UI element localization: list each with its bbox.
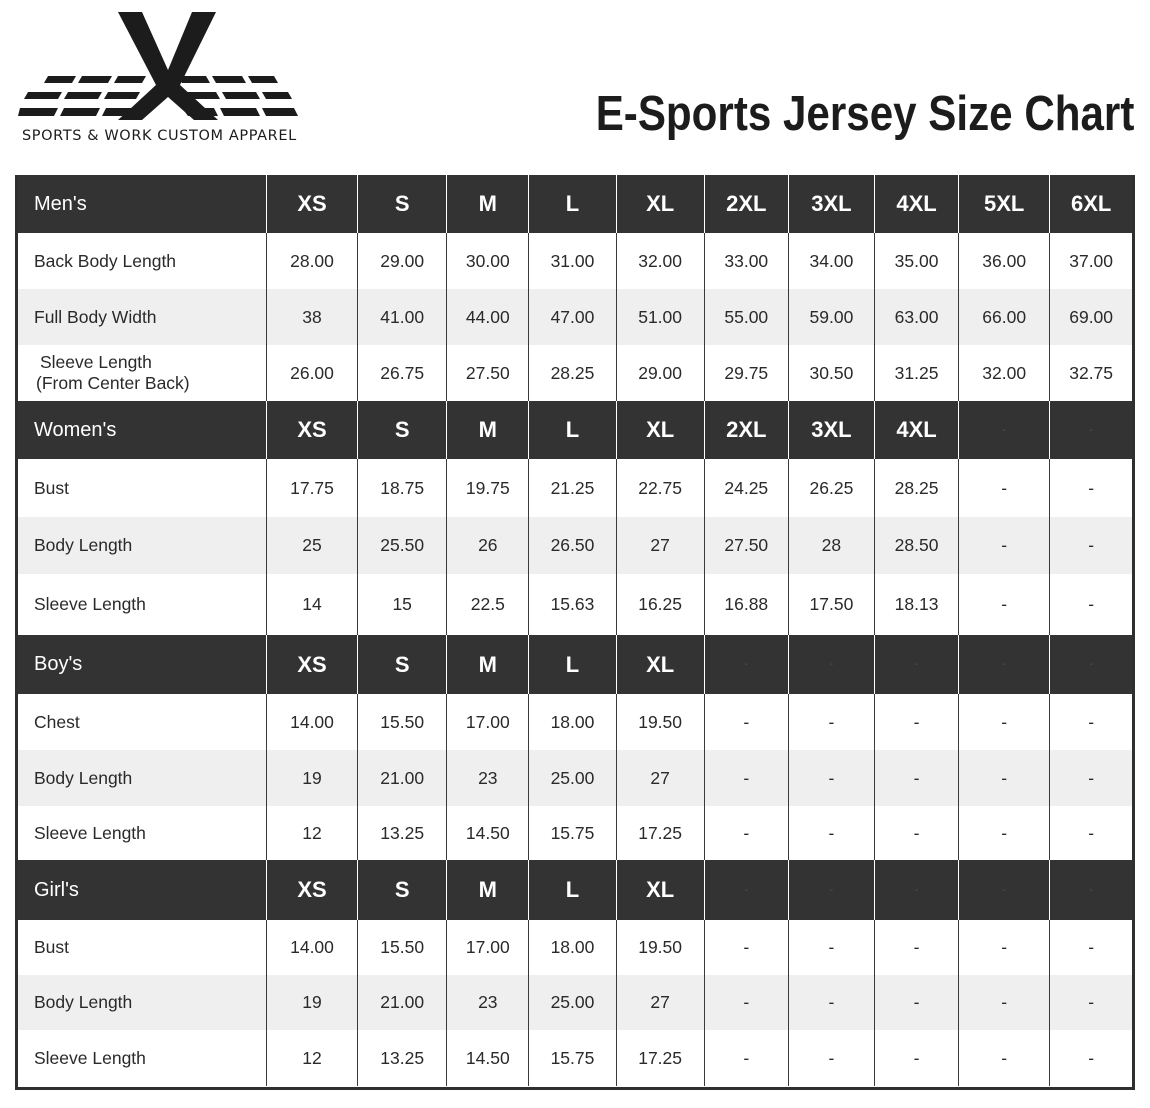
measurement-cell: 26.25 bbox=[788, 459, 874, 517]
measurement-cell: - bbox=[874, 975, 958, 1030]
measurement-cell: 19.50 bbox=[616, 694, 704, 750]
measurement-label-text: Sleeve Length bbox=[34, 822, 146, 843]
measurement-cell: 15.75 bbox=[529, 806, 616, 860]
measurement-cell: 25 bbox=[266, 517, 357, 574]
measurement-cell: 23 bbox=[447, 975, 529, 1030]
measurement-cell: 14.50 bbox=[447, 1030, 529, 1086]
measurement-cell: 19.75 bbox=[447, 459, 529, 517]
measurement-cell: 15.63 bbox=[529, 574, 616, 635]
measurement-cell: - bbox=[1050, 1030, 1132, 1086]
table-row bbox=[18, 574, 1132, 635]
measurement-label-text: Bust bbox=[34, 477, 70, 498]
measurement-cell: 38 bbox=[266, 289, 357, 345]
measurement-cell: 28 bbox=[788, 517, 874, 574]
measurement-cell: - bbox=[1050, 459, 1132, 517]
measurement-cell: - bbox=[874, 694, 958, 750]
logo-tagline: SPORTS & WORK CUSTOM APPAREL bbox=[22, 128, 297, 144]
measurement-cell: 25.50 bbox=[358, 517, 447, 574]
measurement-cell: 29.00 bbox=[616, 345, 704, 401]
size-header-cell: 3XL bbox=[788, 401, 874, 459]
measurement-cell: 18.13 bbox=[874, 574, 958, 635]
table-row bbox=[18, 694, 1132, 750]
measurement-cell: - bbox=[874, 750, 958, 806]
measurement-label bbox=[18, 574, 266, 635]
measurement-label bbox=[18, 459, 266, 517]
measurement-cell: 59.00 bbox=[788, 289, 874, 345]
measurement-label-text: Body Length bbox=[34, 535, 133, 555]
measurement-label-text: Full Body Width bbox=[34, 306, 157, 327]
section-header bbox=[18, 175, 1132, 233]
size-header-cell: - bbox=[1050, 401, 1132, 459]
size-header-cell: - bbox=[959, 401, 1050, 459]
measurement-cell: 63.00 bbox=[874, 289, 958, 345]
measurement-cell: 14.50 bbox=[447, 806, 529, 860]
brand-logo bbox=[18, 10, 298, 150]
measurement-cell: 25.00 bbox=[529, 750, 616, 806]
table-row bbox=[18, 345, 1132, 401]
table-row bbox=[18, 975, 1132, 1030]
measurement-cell: - bbox=[959, 574, 1050, 635]
measurement-cell: - bbox=[788, 975, 874, 1030]
measurement-cell: 35.00 bbox=[874, 233, 958, 289]
measurement-cell: 13.25 bbox=[358, 806, 447, 860]
size-header-cell: XL bbox=[616, 860, 704, 920]
measurement-cell: - bbox=[1050, 920, 1132, 975]
measurement-cell: 55.00 bbox=[704, 289, 788, 345]
section-label: Women's bbox=[34, 418, 117, 441]
measurement-cell: 32.00 bbox=[616, 233, 704, 289]
measurement-label-text: Body Length bbox=[34, 767, 133, 788]
measurement-label-text: Bust bbox=[34, 937, 70, 957]
measurement-cell: 32.75 bbox=[1050, 345, 1132, 401]
measurement-cell: 36.00 bbox=[959, 233, 1050, 289]
measurement-cell: 33.00 bbox=[704, 233, 788, 289]
measurement-cell: 21.00 bbox=[358, 750, 447, 806]
table-row bbox=[18, 233, 1132, 289]
measurement-cell: 15 bbox=[358, 574, 447, 635]
size-header-cell: XS bbox=[266, 401, 357, 459]
measurement-cell: 69.00 bbox=[1050, 289, 1132, 345]
measurement-cell: - bbox=[704, 920, 788, 975]
measurement-label-text: Body Length bbox=[34, 992, 133, 1012]
section-label: Girl's bbox=[34, 878, 79, 901]
measurement-cell: - bbox=[1050, 750, 1132, 806]
size-chart-body bbox=[18, 175, 1132, 1086]
size-header-cell: - bbox=[959, 635, 1050, 694]
measurement-cell: 15.75 bbox=[529, 1030, 616, 1086]
measurement-cell: 19.50 bbox=[616, 920, 704, 975]
table-row bbox=[18, 750, 1132, 806]
size-header-cell: XS bbox=[266, 175, 357, 233]
measurement-cell: - bbox=[704, 750, 788, 806]
measurement-cell: 25.00 bbox=[529, 975, 616, 1030]
measurement-label-text: Sleeve Length bbox=[34, 1047, 146, 1068]
size-header-cell: M bbox=[447, 401, 529, 459]
size-header-cell: M bbox=[447, 175, 529, 233]
size-header-cell: 3XL bbox=[788, 175, 874, 233]
measurement-cell: 31.25 bbox=[874, 345, 958, 401]
size-header-cell: - bbox=[788, 635, 874, 694]
measurement-cell: 28.25 bbox=[874, 459, 958, 517]
measurement-cell: - bbox=[874, 806, 958, 860]
measurement-cell: 28.25 bbox=[529, 345, 616, 401]
table-row bbox=[18, 806, 1132, 860]
measurement-cell: 18.75 bbox=[358, 459, 447, 517]
size-header-cell: - bbox=[704, 860, 788, 920]
measurement-cell: 22.5 bbox=[447, 574, 529, 635]
measurement-cell: 27 bbox=[616, 517, 704, 574]
measurement-label bbox=[18, 517, 266, 574]
size-header-cell: S bbox=[358, 635, 447, 694]
size-header-cell: - bbox=[1050, 635, 1132, 694]
measurement-cell: - bbox=[704, 975, 788, 1030]
measurement-cell: - bbox=[788, 806, 874, 860]
size-header-cell: 2XL bbox=[704, 175, 788, 233]
size-header-cell: XL bbox=[616, 175, 704, 233]
measurement-cell: 19 bbox=[266, 975, 357, 1030]
section-header bbox=[18, 860, 1132, 920]
measurement-cell: - bbox=[704, 694, 788, 750]
measurement-label bbox=[18, 920, 266, 975]
measurement-label bbox=[18, 806, 266, 860]
measurement-cell: - bbox=[1050, 517, 1132, 574]
measurement-cell: 32.00 bbox=[959, 345, 1050, 401]
measurement-cell: 26.75 bbox=[358, 345, 447, 401]
measurement-cell: 26.00 bbox=[266, 345, 357, 401]
table-row bbox=[18, 517, 1132, 574]
size-header-cell: 4XL bbox=[874, 401, 958, 459]
measurement-cell: - bbox=[874, 920, 958, 975]
measurement-cell: 26 bbox=[447, 517, 529, 574]
page-title: E-Sports Jersey Size Chart bbox=[595, 87, 1134, 141]
measurement-label bbox=[18, 289, 266, 345]
measurement-cell: - bbox=[874, 1030, 958, 1086]
measurement-cell: - bbox=[1050, 975, 1132, 1030]
measurement-cell: 51.00 bbox=[616, 289, 704, 345]
measurement-cell: 13.25 bbox=[358, 1030, 447, 1086]
measurement-label-text: Back Body Length bbox=[34, 250, 177, 271]
measurement-cell: 28.00 bbox=[266, 233, 357, 289]
measurement-cell: 31.00 bbox=[529, 233, 616, 289]
measurement-cell: 15.50 bbox=[358, 920, 447, 975]
size-header-cell: M bbox=[447, 635, 529, 694]
measurement-cell: 27.50 bbox=[447, 345, 529, 401]
measurement-cell: 21.00 bbox=[358, 975, 447, 1030]
measurement-cell: - bbox=[959, 1030, 1050, 1086]
measurement-cell: 14.00 bbox=[266, 920, 357, 975]
size-header-cell: 5XL bbox=[959, 175, 1050, 233]
measurement-cell: 28.50 bbox=[874, 517, 958, 574]
measurement-cell: 44.00 bbox=[447, 289, 529, 345]
measurement-cell: - bbox=[788, 694, 874, 750]
size-chart bbox=[15, 175, 1135, 1090]
measurement-cell: - bbox=[959, 694, 1050, 750]
measurement-cell: 14 bbox=[266, 574, 357, 635]
size-header-cell: L bbox=[529, 401, 616, 459]
measurement-cell: - bbox=[959, 517, 1050, 574]
size-header-cell: XS bbox=[266, 860, 357, 920]
measurement-cell: 26.50 bbox=[529, 517, 616, 574]
measurement-cell: 24.25 bbox=[704, 459, 788, 517]
measurement-cell: - bbox=[959, 750, 1050, 806]
measurement-cell: 27.50 bbox=[704, 517, 788, 574]
size-header-cell: 2XL bbox=[704, 401, 788, 459]
measurement-cell: 30.00 bbox=[447, 233, 529, 289]
measurement-label-text: Sleeve Length bbox=[40, 352, 152, 372]
size-header-cell: L bbox=[529, 175, 616, 233]
size-header-cell: L bbox=[529, 635, 616, 694]
measurement-cell: - bbox=[959, 920, 1050, 975]
measurement-cell: - bbox=[704, 1030, 788, 1086]
measurement-label bbox=[18, 694, 266, 750]
size-header-cell: XL bbox=[616, 401, 704, 459]
measurement-label bbox=[18, 345, 266, 401]
table-row bbox=[18, 289, 1132, 345]
section-label: Boy's bbox=[34, 653, 83, 675]
measurement-cell: 37.00 bbox=[1050, 233, 1132, 289]
measurement-label bbox=[18, 1030, 266, 1086]
size-header-cell: XL bbox=[616, 635, 704, 694]
measurement-cell: 17.25 bbox=[616, 806, 704, 860]
measurement-cell: - bbox=[959, 975, 1050, 1030]
size-header-cell: - bbox=[874, 635, 958, 694]
measurement-cell: 17.50 bbox=[788, 574, 874, 635]
measurement-sublabel-text: (From Center Back) bbox=[36, 373, 190, 393]
measurement-cell: 17.00 bbox=[447, 694, 529, 750]
measurement-cell: 17.25 bbox=[616, 1030, 704, 1086]
measurement-cell: 15.50 bbox=[358, 694, 447, 750]
size-header-cell: 6XL bbox=[1050, 175, 1132, 233]
measurement-cell: - bbox=[1050, 806, 1132, 860]
size-header-cell: M bbox=[447, 860, 529, 920]
section-header bbox=[18, 635, 1132, 694]
measurement-cell: 17.00 bbox=[447, 920, 529, 975]
measurement-cell: - bbox=[788, 1030, 874, 1086]
size-header-cell: - bbox=[874, 860, 958, 920]
section-label: Men's bbox=[34, 192, 87, 215]
measurement-cell: 22.75 bbox=[616, 459, 704, 517]
size-header-cell: - bbox=[959, 860, 1050, 920]
measurement-label bbox=[18, 975, 266, 1030]
size-header-cell: S bbox=[358, 175, 447, 233]
measurement-cell: 18.00 bbox=[529, 694, 616, 750]
size-header-cell: 4XL bbox=[874, 175, 958, 233]
size-header-cell: XS bbox=[266, 635, 357, 694]
table-row bbox=[18, 920, 1132, 975]
measurement-cell: 16.25 bbox=[616, 574, 704, 635]
measurement-cell: - bbox=[959, 459, 1050, 517]
measurement-cell: - bbox=[1050, 574, 1132, 635]
size-header-cell: S bbox=[358, 860, 447, 920]
measurement-cell: 29.00 bbox=[358, 233, 447, 289]
measurement-label-text: Sleeve Length bbox=[34, 594, 146, 614]
measurement-cell: 41.00 bbox=[358, 289, 447, 345]
measurement-cell: 12 bbox=[266, 806, 357, 860]
measurement-cell: 29.75 bbox=[704, 345, 788, 401]
size-header-cell: L bbox=[529, 860, 616, 920]
measurement-cell: 66.00 bbox=[959, 289, 1050, 345]
measurement-cell: 14.00 bbox=[266, 694, 357, 750]
measurement-cell: - bbox=[788, 920, 874, 975]
measurement-cell: 18.00 bbox=[529, 920, 616, 975]
size-chart-table bbox=[18, 175, 1132, 1086]
x-stripes-logo-icon bbox=[18, 10, 298, 125]
measurement-cell: 34.00 bbox=[788, 233, 874, 289]
table-row bbox=[18, 1030, 1132, 1086]
measurement-cell: 12 bbox=[266, 1030, 357, 1086]
measurement-cell: 19 bbox=[266, 750, 357, 806]
size-header-cell: - bbox=[788, 860, 874, 920]
size-header-cell: - bbox=[1050, 860, 1132, 920]
size-header-cell: - bbox=[704, 635, 788, 694]
measurement-cell: 30.50 bbox=[788, 345, 874, 401]
measurement-label bbox=[18, 750, 266, 806]
measurement-cell: - bbox=[788, 750, 874, 806]
measurement-cell: 47.00 bbox=[529, 289, 616, 345]
size-header-cell: S bbox=[358, 401, 447, 459]
section-header bbox=[18, 401, 1132, 459]
measurement-label-text: Chest bbox=[34, 711, 80, 732]
measurement-cell: 17.75 bbox=[266, 459, 357, 517]
measurement-cell: - bbox=[959, 806, 1050, 860]
measurement-cell: 21.25 bbox=[529, 459, 616, 517]
table-row bbox=[18, 459, 1132, 517]
measurement-label bbox=[18, 233, 266, 289]
measurement-cell: 16.88 bbox=[704, 574, 788, 635]
measurement-cell: - bbox=[1050, 694, 1132, 750]
measurement-cell: 23 bbox=[447, 750, 529, 806]
measurement-cell: - bbox=[704, 806, 788, 860]
measurement-cell: 27 bbox=[616, 975, 704, 1030]
measurement-cell: 27 bbox=[616, 750, 704, 806]
